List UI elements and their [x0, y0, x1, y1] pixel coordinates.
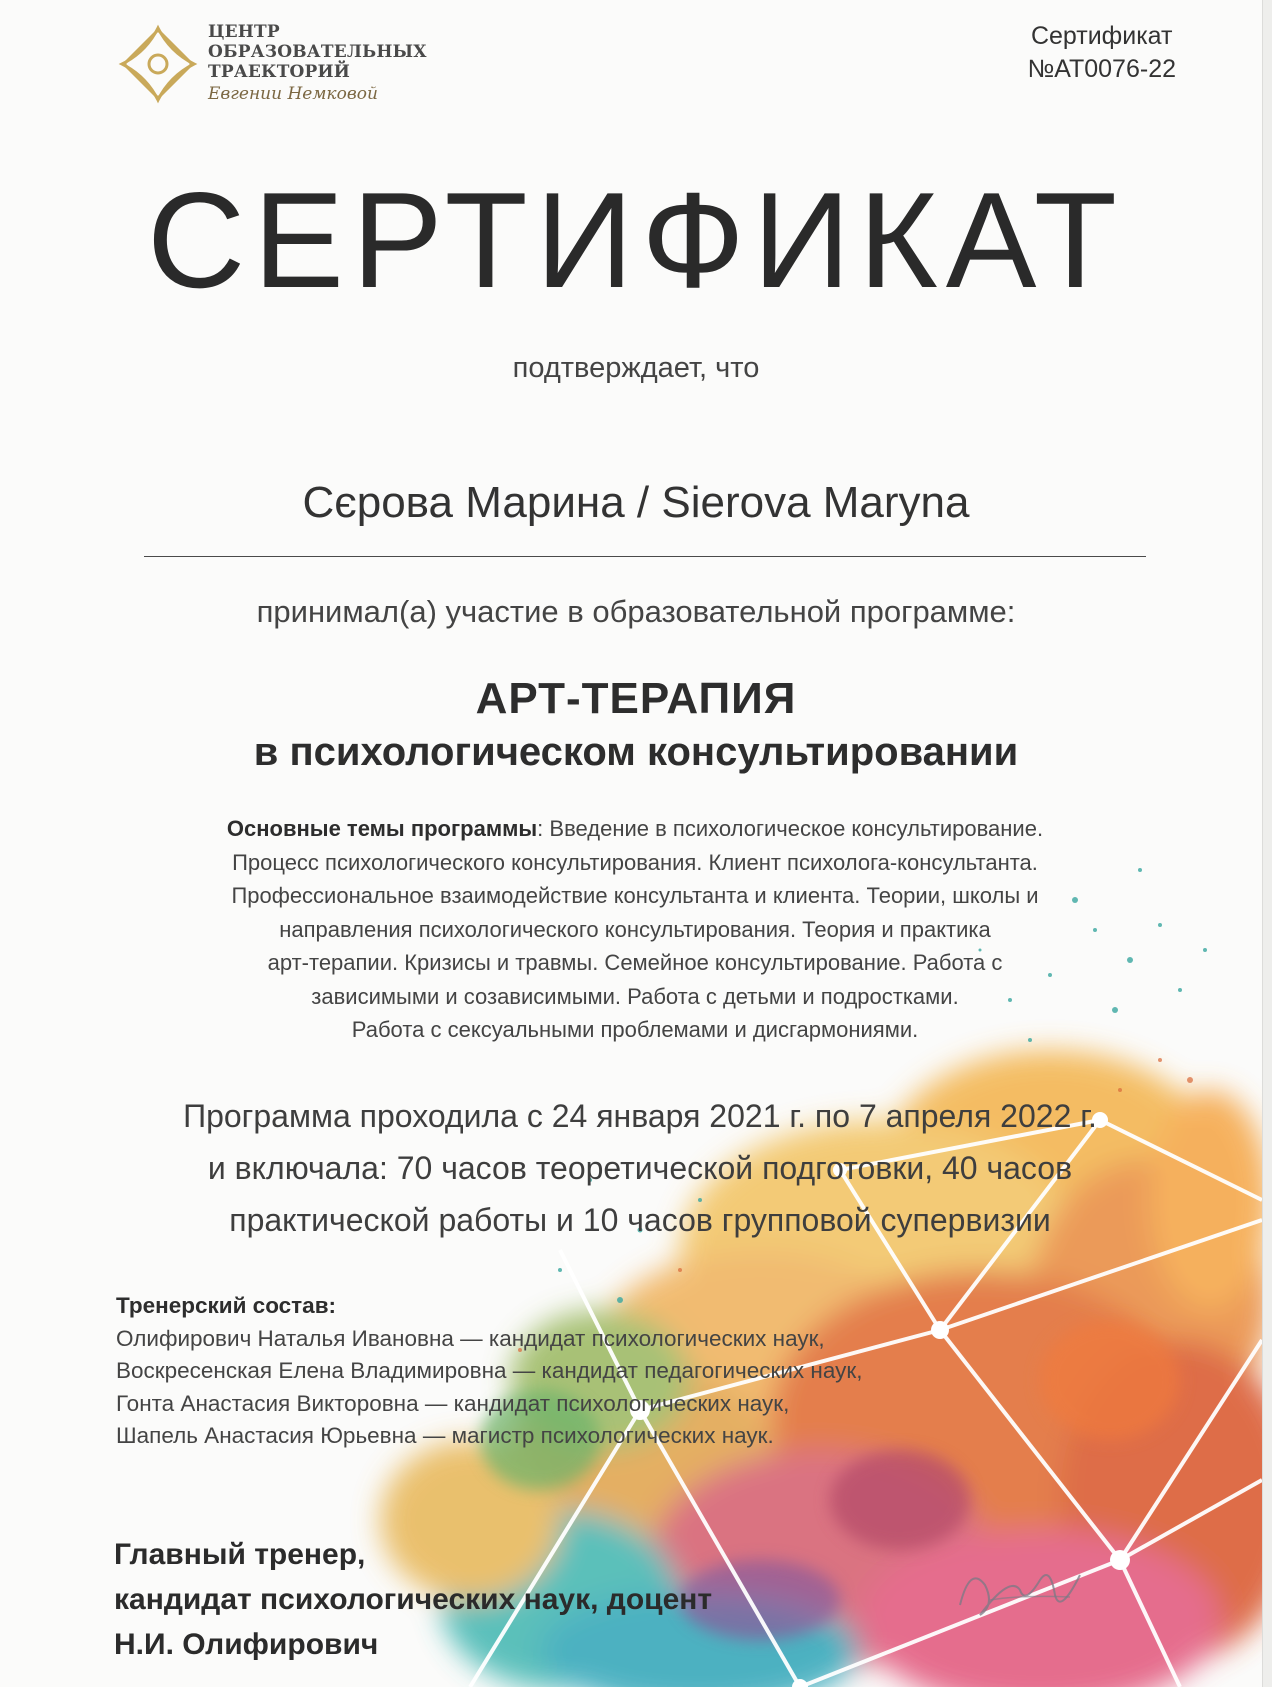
handwritten-signature [950, 1545, 1090, 1635]
name-underline [144, 556, 1146, 557]
chief-line: Н.И. Олифирович [114, 1628, 379, 1661]
topics-text: : Введение в психологическое консультирование. [537, 816, 1044, 841]
certificate-number-value: №АТ0076-22 [1027, 55, 1176, 83]
certificate-number [1027, 20, 1176, 86]
topics-line: арт-терапии. Кризисы и травмы. Семейное консультирование. Работа с [267, 950, 1003, 975]
recipient-name: Сєрова Марина / Sierova Maryna [302, 478, 970, 527]
page-title: СЕРТИФИКАТ [147, 164, 1125, 316]
topics-line [110, 812, 1160, 846]
chief-line: кандидат психологических наук, доцент [114, 1583, 713, 1616]
program-subtitle: в психологическом консультировании [253, 730, 1019, 774]
chief-line: Главный тренер, [114, 1538, 366, 1571]
period-line: практической работы и 10 часов групповой супервизии [229, 1202, 1051, 1238]
topics-line: Процесс психологического консультирования. Клиент психолога-консультанта. [232, 849, 1038, 875]
trainer-item: Шапель Анастасия Юрьевна — магистр психологических наук. [116, 1423, 774, 1448]
trainers-section [116, 1290, 862, 1453]
logo-line: ОБРАЗОВАТЕЛЬНЫХ [208, 42, 427, 62]
program-title: АРТ-ТЕРАПИЯ [475, 674, 797, 723]
organization-logo [118, 18, 438, 118]
logo-line: ТРАЕКТОРИЙ [208, 62, 351, 82]
trainer-item: Олифирович Наталья Ивановна — кандидат психологических наук, [116, 1325, 825, 1351]
program-topics [110, 812, 1160, 1047]
period-line: и включала: 70 часов теоретической подготовки, 40 часов [207, 1150, 1073, 1186]
period-line: Программа проходила с 24 января 2021 г. по 7 апреля 2022 г. [183, 1098, 1097, 1134]
logo-text [208, 22, 427, 82]
topics-line: зависимыми и созависимыми. Работа с детьми и подростками. [311, 983, 959, 1009]
trainer-item: Воскресенская Елена Владимировна — кандидат педагогических наук, [116, 1358, 863, 1383]
trainer-item: Гонта Анастасия Викторовна — кандидат психологических наук, [116, 1390, 790, 1416]
confirms-text: подтверждает, что [512, 352, 760, 384]
logo-line: ЦЕНТР [208, 22, 280, 42]
topics-label: Основные темы программы [226, 816, 538, 841]
program-period [60, 1090, 1220, 1246]
participation-text: принимал(а) участие в образовательной программе: [256, 594, 1016, 629]
chief-trainer [114, 1532, 712, 1667]
trainers-heading: Тренерский состав: [116, 1293, 337, 1318]
topics-line: направления психологического консультирования. Теория и практика [279, 916, 991, 942]
topics-line: Профессиональное взаимодействие консультанта и клиента. Теории, школы и [231, 883, 1039, 908]
logo-star-icon [118, 24, 198, 104]
certificate-number-label: Сертификат [1030, 22, 1173, 50]
logo-signature: Евгении Немковой [208, 84, 378, 104]
topics-line: Работа с сексуальными проблемами и дисгармониями. [351, 1017, 919, 1042]
